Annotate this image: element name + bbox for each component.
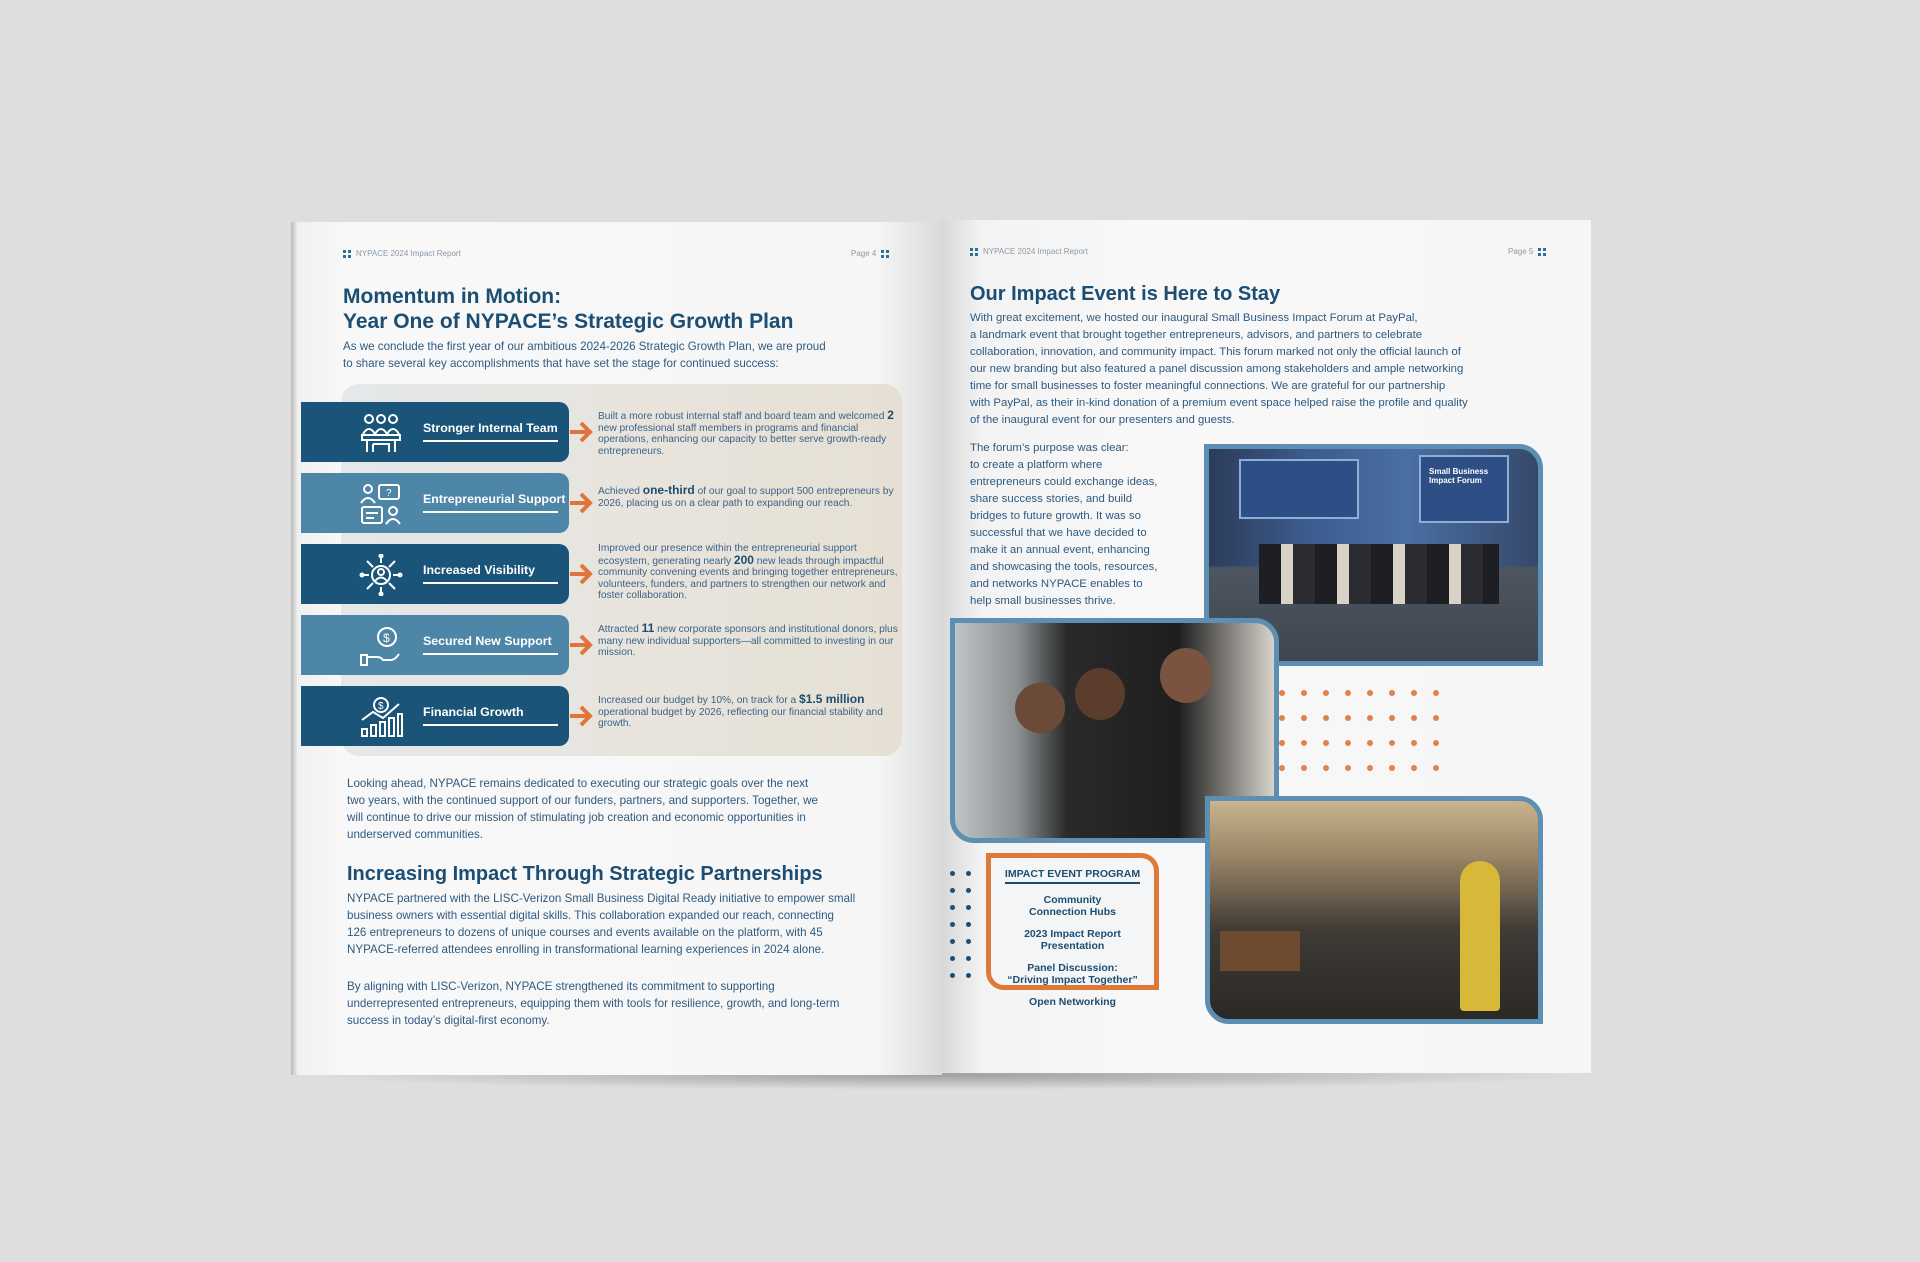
item-description [598,694,898,730]
mentoring-icon [359,483,403,525]
title-line-2: Year One of NYPACE’s Strategic Growth Plan [343,310,794,333]
decorative-dots [950,871,982,978]
item-tab [301,615,569,675]
program-item [991,894,1154,918]
forum-purpose [970,440,1200,610]
team-meeting-icon [359,412,403,454]
text-line: The forum’s purpose was clear: [970,442,1129,454]
text-line: entrepreneurs could exchange ideas, [970,476,1158,488]
growth-chart-dollar-icon [359,696,403,738]
text-line: and networks NYPACE enables to [970,578,1143,590]
arrow-right-icon [569,491,595,515]
desc-text: of our goal to support 500 entrepreneurs by 2026, placing us on a clear path to expanding our reach. [598,486,894,509]
desc-highlight: 200 [733,552,754,567]
label-underline [423,724,558,726]
label-underline [423,511,558,513]
label-underline [423,582,558,584]
text-line: time for small businesses to foster meaningful connections. We are grateful for our partnership [970,380,1446,392]
intro-text [343,338,903,372]
event-screen [1239,459,1359,519]
right-header [970,247,1088,256]
intro-line: As we conclude the first year of our ambitious 2024-2026 Strategic Growth Plan, we are proud [343,340,826,353]
person [1015,683,1065,733]
text-line: help small businesses thrive. [970,595,1116,607]
program-title: IMPACT EVENT PROGRAM [1005,868,1140,884]
desc-text: new corporate sponsors and institutional donors, plus many new individual supporters—all committed to investing in our mission. [598,624,898,658]
text-line: With great excitement, we hosted our inaugural Small Business Impact Forum at PayPal, [970,312,1418,324]
desc-text: Improved our presence within the entrepreneurial support ecosystem, generating nearly [598,543,857,567]
arrow-right-icon [569,562,595,586]
program-item [991,996,1154,1008]
network-hub-icon [359,554,403,596]
desc-text: new professional staff members in programs and financial operations, enhancing our capacity to better serve growth-ready entrepreneurs. [598,422,887,457]
text-line: with PayPal, as their in-kind donation of a premium event space helped raise the profile and quality [970,397,1468,409]
event-intro [970,310,1570,429]
header-dots-icon [1538,248,1546,256]
item-description [598,410,898,457]
page-title: Our Impact Event is Here to Stay [970,283,1281,305]
growth-item-support [301,473,931,533]
growth-item-visibility [301,544,931,604]
svg-text:?: ? [386,488,392,499]
text-line: collaboration, innovation, and community impact. This forum marked not only the official launch of [970,346,1461,358]
left-header [343,249,461,258]
guest-yellow-dress [1460,861,1500,1011]
food-table [1220,931,1300,971]
networking-photo [1205,796,1543,1024]
text-line: bridges to future growth. It was so [970,510,1141,522]
left-page-number [851,249,889,258]
arrow-right-icon [569,633,595,657]
panelists [1259,544,1499,604]
program-item-line: Community [1043,894,1102,906]
growth-item-financial [301,686,931,746]
program-item-line: Open Networking [1029,996,1116,1008]
item-description [598,623,898,659]
header-dots-icon [881,250,889,258]
item-tab [301,544,569,604]
decorative-dot-grid [1279,690,1455,771]
item-label: Increased Visibility [423,563,536,577]
page-number: Page 5 [1508,247,1534,256]
header-report-title: NYPACE 2024 Impact Report [983,247,1088,256]
text-line: underserved communities. [347,828,483,841]
text-line: to create a platform where [970,459,1103,471]
arrow-right-icon [569,420,595,444]
desc-text: Achieved [598,486,643,497]
text-line: success in today’s digital-first economy. [347,1014,550,1027]
program-item-line: Connection Hubs [1029,906,1116,918]
desc-text: operational budget by 2026, reflecting our financial stability and growth. [598,706,883,729]
label-underline [423,653,558,655]
item-description [598,543,898,602]
text-line: underrepresented entrepreneurs, equipping them with tools for resilience, growth, and long-term [347,997,840,1010]
desc-highlight: 2 [887,408,894,422]
brochure-spread [291,222,1591,1075]
arrow-right-icon [569,704,595,728]
program-item-line: Panel Discussion: [1027,962,1118,974]
item-label: Entrepreneurial Support [423,492,566,506]
text-line: a landmark event that brought together entrepreneurs, advisors, and partners to celebrate [970,329,1423,341]
desc-text: Attracted [598,624,642,635]
text-line: NYPACE partnered with the LISC-Verizon Small Business Digital Ready initiative to empower small [347,892,856,905]
right-page-number [1508,247,1546,256]
growth-item-team [301,402,931,462]
program-item [991,962,1154,986]
text-line: Looking ahead, NYPACE remains dedicated to executing our strategic goals over the next [347,777,809,790]
person [1160,648,1212,703]
page-title [343,284,793,334]
desc-highlight: $1.5 million [799,692,865,706]
looking-ahead-text [347,775,907,843]
text-line: business owners with essential digital skills. This collaboration expanded our reach, connecting [347,909,834,922]
person [1075,668,1125,720]
header-dots-icon [343,250,351,258]
item-tab [301,473,569,533]
text-line: share success stories, and build [970,493,1133,505]
item-label: Financial Growth [423,705,524,719]
text-line: two years, with the continued support of our funders, partners, and supporters. Together, we [347,794,818,807]
title-line-1: Momentum in Motion: [343,285,562,308]
desc-text: new leads through impactful community convening events and bringing together entrepreneurs, volunteers, funders, and partners to strengthen our network and foster collaboration. [598,555,898,601]
text-line: our new branding but also featured a panel discussion among stakeholders and ample networking [970,363,1464,375]
program-item [991,928,1154,952]
intro-line: to share several key accomplishments that have set the stage for continued success: [343,357,779,370]
label-underline [423,440,558,442]
header-report-title: NYPACE 2024 Impact Report [356,249,461,258]
screen-text: Small Business Impact Forum [1429,467,1489,485]
item-label: Stronger Internal Team [423,421,558,435]
text-line: By aligning with LISC-Verizon, NYPACE strengthened its commitment to supporting [347,980,775,993]
page-number: Page 4 [851,249,877,258]
item-label: Secured New Support [423,634,552,648]
desc-highlight: one-third [642,483,695,497]
desc-text: Increased our budget by 10%, on track for a [598,695,800,706]
desc-highlight: 11 [641,621,655,635]
program-item-line: Presentation [1040,940,1105,952]
text-line: and showcasing the tools, resources, [970,561,1158,573]
text-line: NYPACE-referred attendees enrolling in transformational learning experiences in 2024 alone. [347,943,825,956]
text-line: will continue to drive our mission of stimulating job creation and economic opportunities in [347,811,806,824]
text-line: 126 entrepreneurs to dozens of unique courses and events available on the platform, with 45 [347,926,823,939]
desc-text: Built a more robust internal staff and board team and welcomed [598,411,888,422]
text-line: successful that we have decided to [970,527,1147,539]
hand-dollar-icon [359,625,403,667]
item-tab [301,686,569,746]
program-item-line: “Driving Impact Together” [1007,974,1138,986]
section-title: Increasing Impact Through Strategic Partnerships [347,863,823,885]
right-page [942,220,1591,1073]
item-description [598,485,898,509]
partnership-paragraph-1 [347,890,917,958]
text-line: of the inaugural event for our presenters and guests. [970,414,1235,426]
event-program-box [986,853,1159,1008]
partnership-paragraph-2 [347,978,917,1029]
svg-text:$: $ [383,631,390,645]
svg-text:$: $ [378,701,384,712]
program-item-line: 2023 Impact Report [1024,928,1121,940]
event-screen [1419,455,1509,523]
growth-item-new-support [301,615,931,675]
header-dots-icon [970,248,978,256]
text-line: make it an annual event, enhancing [970,544,1150,556]
left-page [291,222,942,1075]
item-tab [301,402,569,462]
